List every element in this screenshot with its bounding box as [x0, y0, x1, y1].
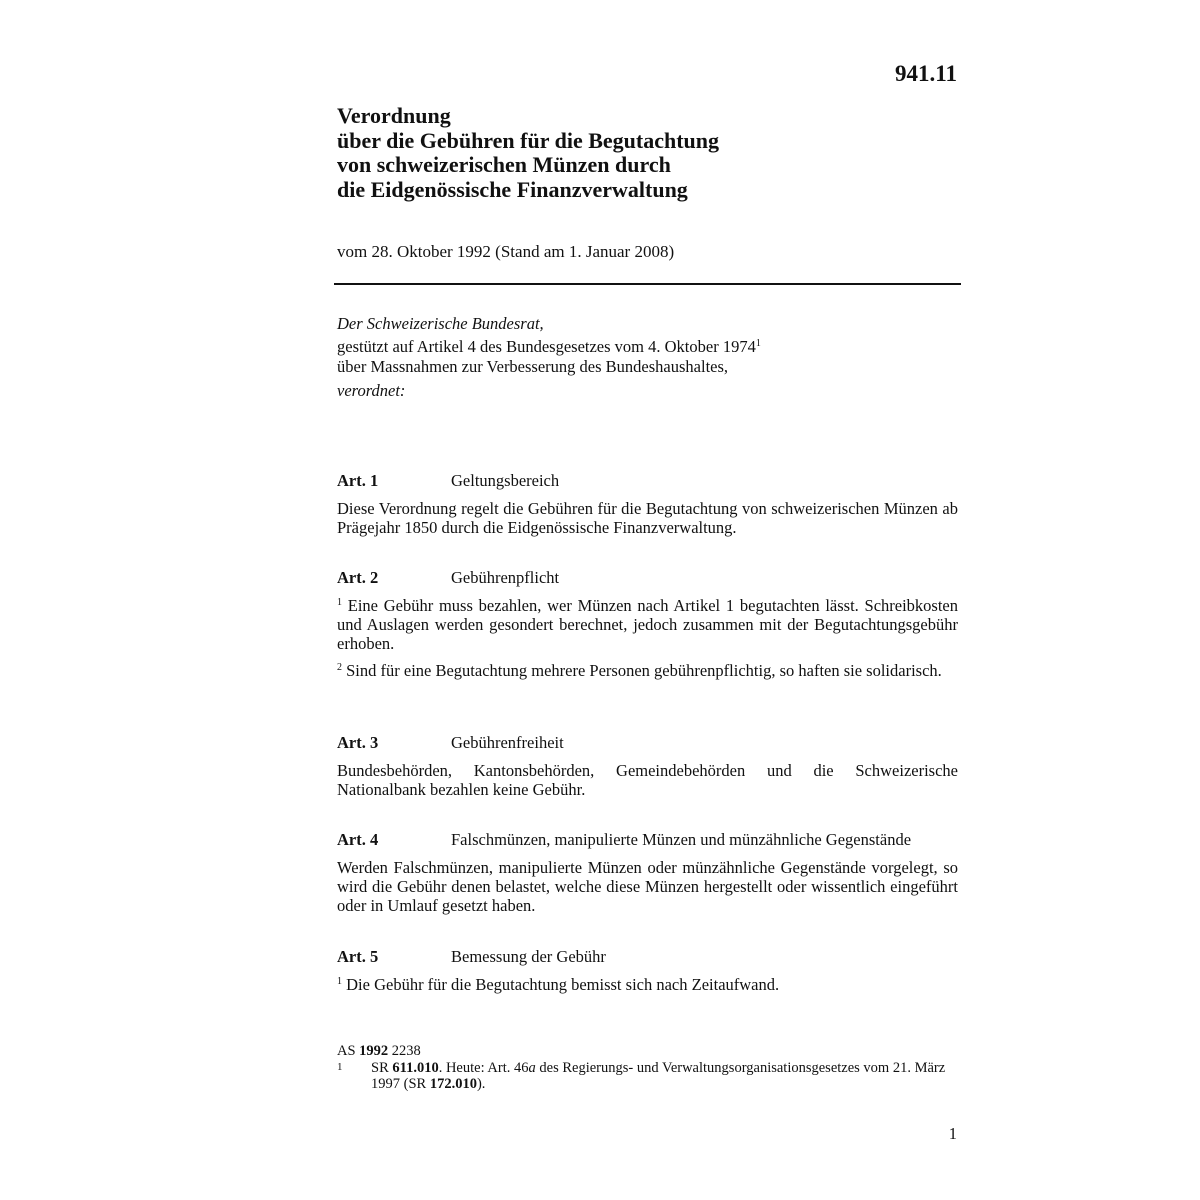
- article-5: [337, 947, 958, 994]
- article-title: Falschmünzen, manipulierte Münzen und münzähnliche Gegenstände: [451, 830, 912, 849]
- article-title: Geltungsbereich: [451, 471, 560, 490]
- preamble-basis-text: gestützt auf Artikel 4 des Bundesgesetzes vom 4. Oktober 1974: [337, 337, 756, 356]
- article-paragraph: Bundesbehörden, Kantonsbehörden, Gemeindebehörden und die Schweizerische Nationalbank bezahlen keine Gebühr.: [337, 761, 958, 799]
- sr-number: 941.11: [895, 61, 957, 86]
- paragraph-text: Eine Gebühr muss bezahlen, wer Münzen nach Artikel 1 begutachten lässt. Schreibkosten und Auslagen werden gesondert berechnet, jedoch zusammen mit der Begutachtungsgebühr erhoben.: [337, 596, 959, 653]
- article-number: Art. 3: [337, 733, 379, 752]
- preamble: [337, 314, 977, 401]
- ordinance-date: vom 28. Oktober 1992 (Stand am 1. Januar 2008): [337, 242, 675, 261]
- ordinance-title: [337, 104, 977, 202]
- official-compilation-reference: [337, 1042, 962, 1060]
- article-number: Art. 4: [337, 830, 379, 849]
- as-year: 1992: [359, 1043, 389, 1059]
- article-number: Art. 5: [337, 947, 379, 966]
- article-paragraph: [337, 596, 958, 653]
- footnote-1: [337, 1060, 962, 1092]
- article-heading: [337, 830, 958, 850]
- preamble-authority: Der Schweizerische Bundesrat,: [337, 314, 544, 333]
- article-paragraph: Diese Verordnung regelt die Gebühren für die Begutachtung von schweizerischen Münzen ab Prägejahr 1850 durch die Eidgenössische Finanzverwaltung.: [337, 499, 958, 537]
- footnote-mark: 1: [337, 1061, 343, 1073]
- title-line: über die Gebühren für die Begutachtung: [337, 127, 720, 153]
- footnote-text-end: ).: [476, 1076, 486, 1092]
- paragraph-text: Sind für eine Begutachtung mehrere Personen gebührenpflichtig, so haften sie solidarisch.: [346, 661, 942, 680]
- paragraph-text: Die Gebühr für die Begutachtung bemisst sich nach Zeitaufwand.: [346, 975, 780, 994]
- article-2: [337, 568, 958, 680]
- footnote-sr-number: 172.010: [429, 1076, 477, 1092]
- article-paragraph: [337, 975, 958, 994]
- article-title: Gebührenpflicht: [451, 568, 560, 587]
- preamble-decree: verordnet:: [337, 381, 406, 400]
- article-heading: [337, 733, 958, 753]
- paragraph-number: 1: [337, 597, 342, 608]
- footnote-sr-prefix: SR: [371, 1060, 389, 1076]
- as-prefix: AS: [337, 1043, 356, 1059]
- article-heading: [337, 947, 958, 967]
- footnote-text-italic: a: [528, 1060, 536, 1076]
- as-page: 2238: [391, 1043, 421, 1059]
- article-heading: [337, 568, 958, 588]
- title-line: von schweizerischen Münzen durch: [337, 152, 671, 177]
- preamble-basis-continued: über Massnahmen zur Verbesserung des Bundeshaushaltes,: [337, 357, 729, 376]
- preamble-basis: [337, 337, 977, 357]
- article-1: [337, 471, 958, 537]
- article-4: [337, 830, 958, 915]
- title-line: die Eidgenössische Finanzverwaltung: [337, 176, 688, 202]
- footnote-reference[interactable]: 1: [755, 338, 761, 349]
- footnote-sr-number: 611.010: [392, 1060, 439, 1076]
- article-number: Art. 1: [337, 471, 379, 490]
- title-line: Verordnung: [337, 103, 451, 128]
- footnote-text: . Heute: Art. 46: [438, 1060, 529, 1076]
- article-3: [337, 733, 958, 799]
- page-number: 1: [948, 1124, 957, 1143]
- paragraph-number: 1: [337, 976, 342, 987]
- header-divider: [334, 283, 961, 285]
- article-title: Bemessung der Gebühr: [451, 947, 606, 966]
- article-heading: [337, 471, 958, 491]
- article-number: Art. 2: [337, 568, 379, 587]
- paragraph-number: 2: [337, 662, 342, 673]
- article-title: Gebührenfreiheit: [451, 733, 564, 752]
- article-paragraph: Werden Falschmünzen, manipulierte Münzen oder münzähnliche Gegenstände vorgelegt, so wird die Gebühr denen belastet, welche diese Münzen hergestellt oder wissentlich eingeführt oder in Umlauf gesetzt haben.: [337, 858, 958, 915]
- footnotes: [337, 1042, 962, 1092]
- article-paragraph: [337, 661, 958, 680]
- footnote-text: des Regierungs- und Verwaltungsorganisationsgesetzes vom 21. März 1997 (SR: [371, 1060, 946, 1092]
